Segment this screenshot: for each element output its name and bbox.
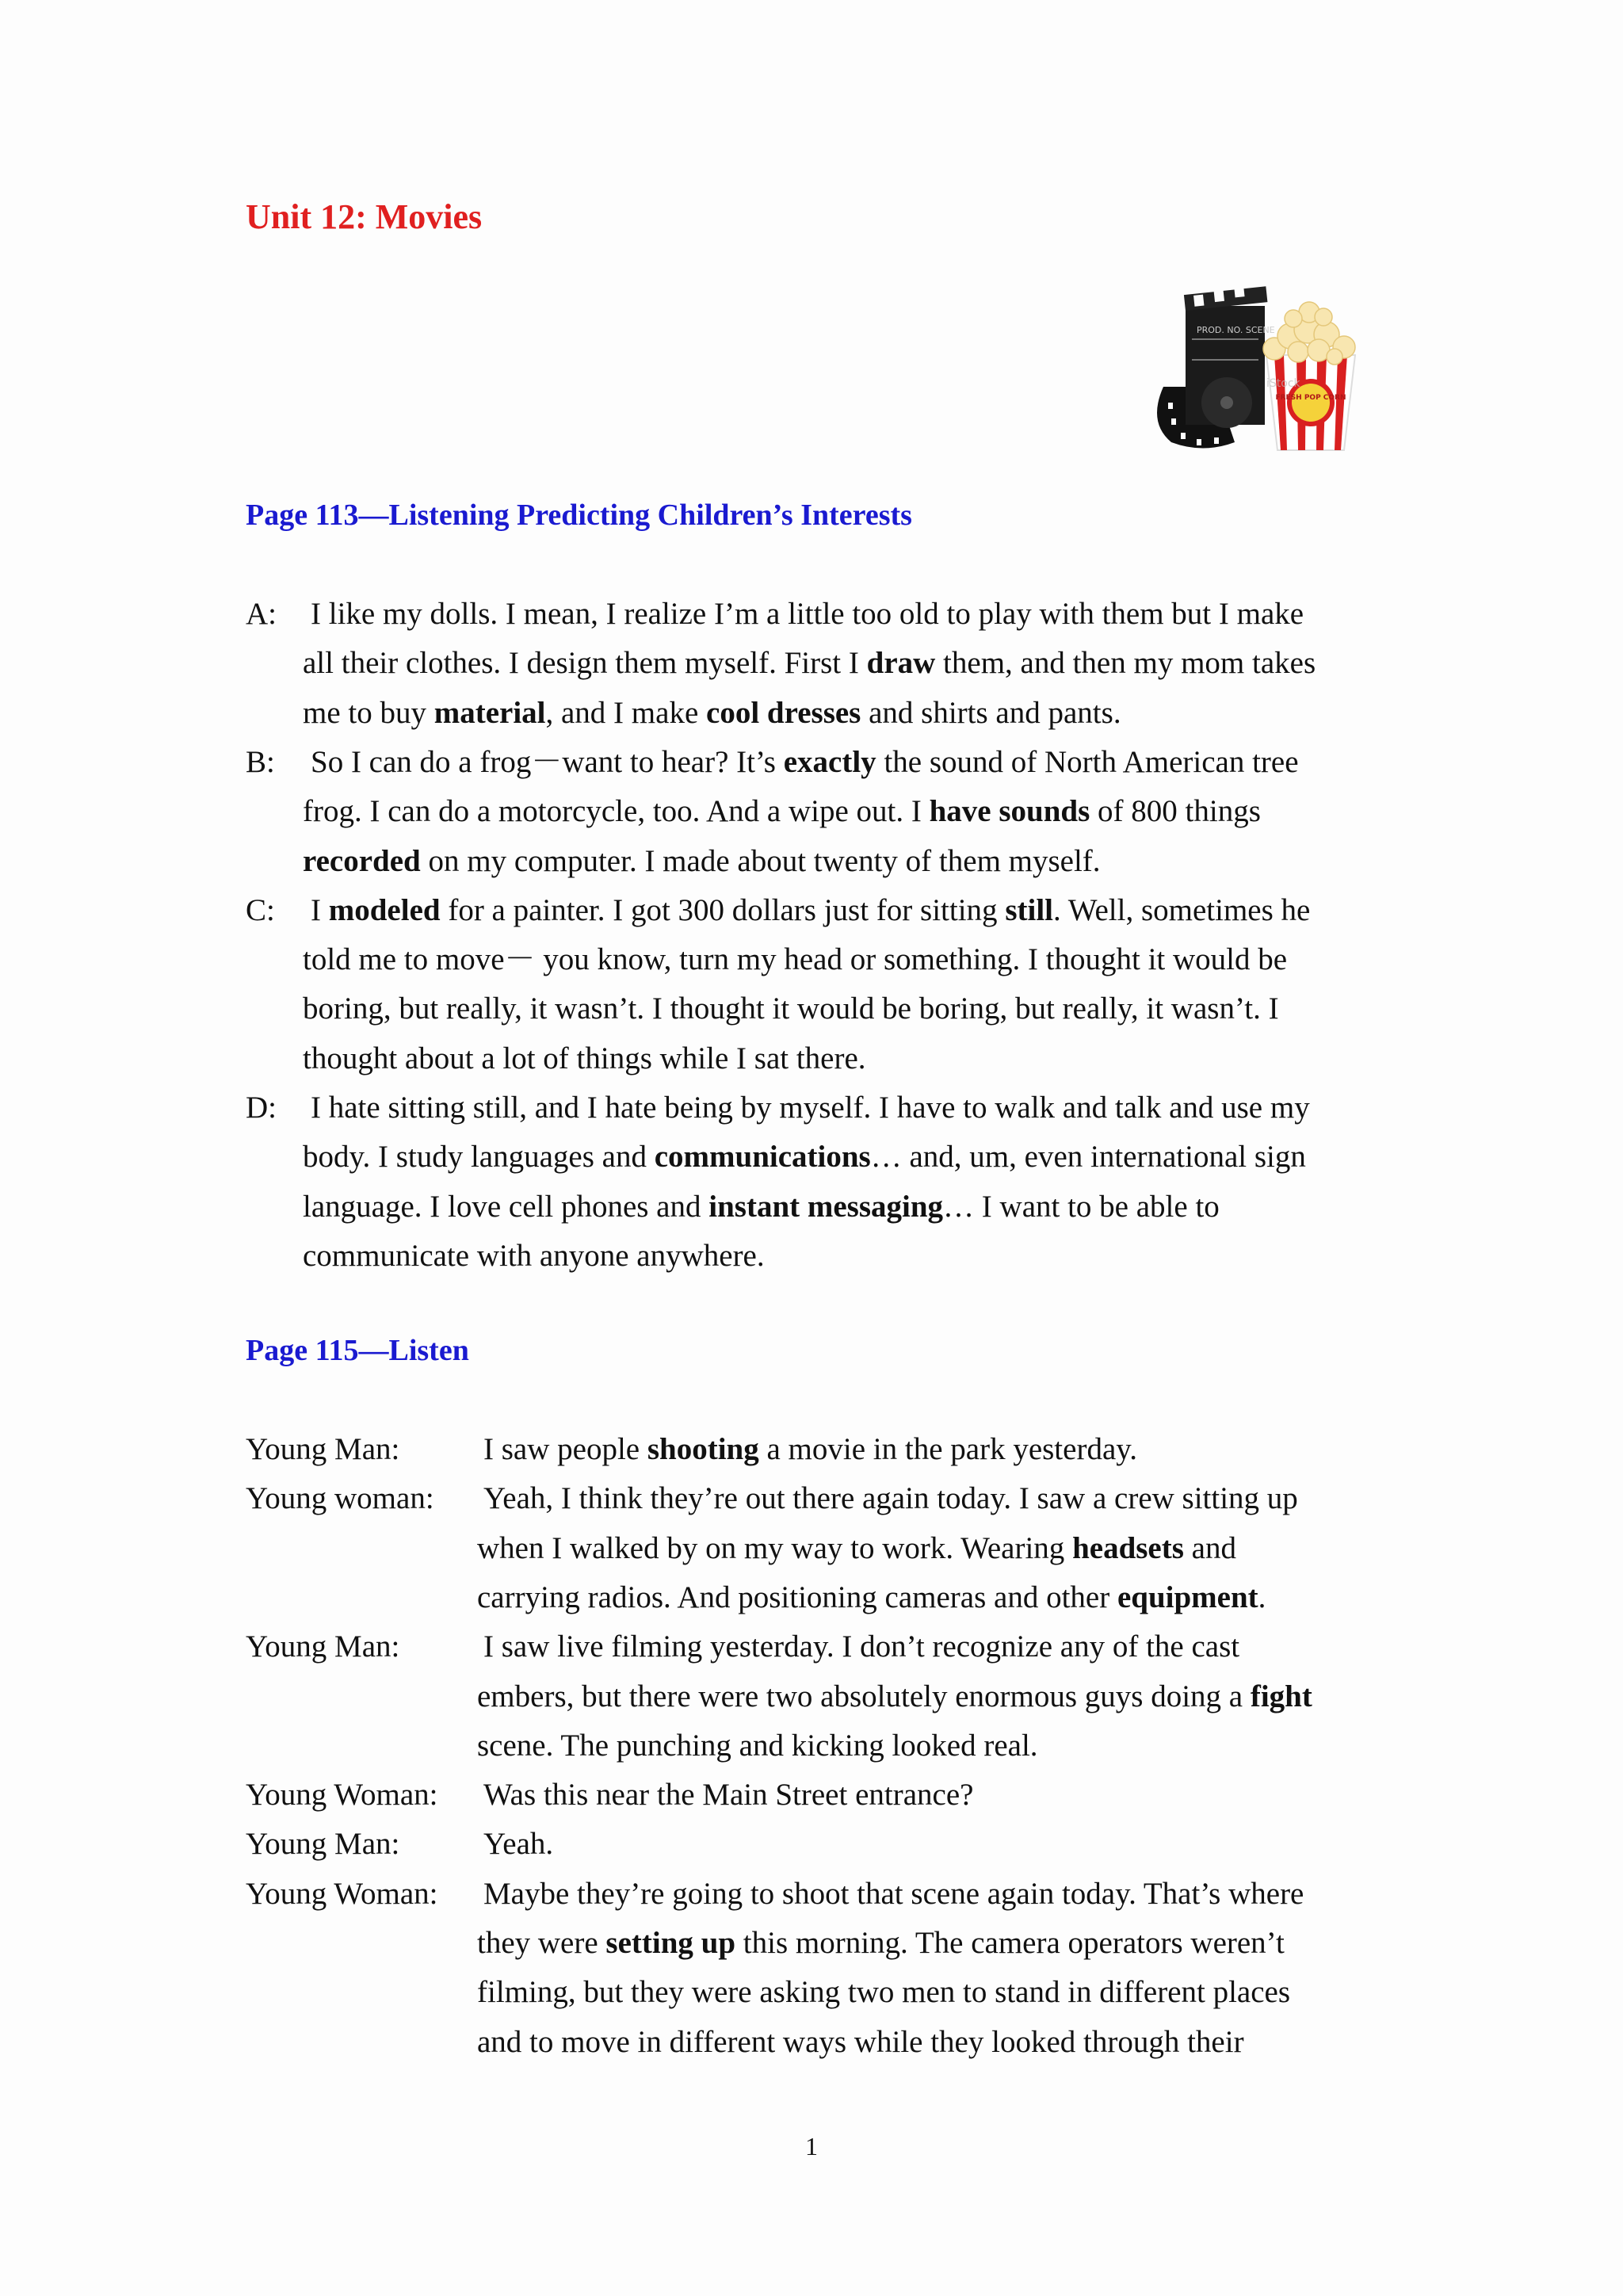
- text-segment: on my computer. I made about twenty of them myself.: [420, 843, 1101, 878]
- text-segment: this morning. The camera operators weren’t: [735, 1926, 1285, 1960]
- transcript-line: [303, 793, 1261, 831]
- text-segment: boring, but really, it wasn’t. I thought it would be boring, but really, it wasn’t. I: [303, 991, 1279, 1026]
- vocabulary-term: headsets: [1072, 1530, 1184, 1565]
- transcript-line: [311, 1090, 1310, 1127]
- speaker-label: Young Man:: [246, 1827, 400, 1862]
- text-segment: and shirts and pants.: [861, 695, 1121, 730]
- text-segment: thought about a lot of things while I sat there.: [303, 1041, 866, 1075]
- text-segment: embers, but there were two absolutely enormous guys doing a: [477, 1679, 1251, 1713]
- transcript-line: [477, 1925, 1285, 1962]
- speaker-label: B:: [246, 744, 275, 779]
- vocabulary-term: still: [1005, 892, 1053, 927]
- vocabulary-term: setting up: [605, 1926, 736, 1960]
- transcript-line: [477, 1679, 1312, 1716]
- transcript-line: [303, 1189, 1220, 1226]
- speaker-label: D:: [246, 1091, 277, 1125]
- transcript-line: [303, 843, 1101, 881]
- transcript-line: [303, 695, 1121, 732]
- section-heading-page-115: Page 115—Listen: [246, 1334, 469, 1367]
- vocabulary-term: instant messaging: [708, 1189, 944, 1224]
- vocabulary-term: material: [433, 695, 546, 730]
- movie-popcorn-illustration: [1148, 284, 1376, 457]
- text-segment: . Well, sometimes he: [1052, 892, 1311, 927]
- transcript-line: [483, 1431, 1137, 1469]
- vocabulary-term: modeled: [328, 892, 441, 927]
- transcript-line: [483, 1777, 973, 1814]
- vocabulary-term: have sounds: [929, 794, 1090, 829]
- transcript-line: [483, 1876, 1304, 1913]
- text-segment: Maybe they’re going to shoot that scene again today. That’s where: [483, 1876, 1304, 1911]
- transcript-line: [477, 1728, 1038, 1765]
- vocabulary-term: draw: [866, 646, 936, 681]
- vocabulary-term: fight: [1250, 1679, 1312, 1713]
- text-segment: body. I study languages and: [303, 1140, 655, 1175]
- text-segment: of 800 things: [1090, 794, 1261, 829]
- text-segment: communicate with anyone anywhere.: [303, 1238, 765, 1273]
- text-segment: carrying radios. And positioning cameras and other: [477, 1580, 1117, 1614]
- transcript-line: [311, 596, 1304, 633]
- text-segment: a movie in the park yesterday.: [758, 1432, 1137, 1466]
- text-segment: the sound of North American tree: [876, 744, 1299, 779]
- text-segment: me to buy: [303, 695, 434, 730]
- text-segment: … I want to be able to: [943, 1189, 1220, 1224]
- section-heading-page-113: Page 113—Listening Predicting Children’s Interests: [246, 499, 912, 532]
- speaker-label: A:: [246, 597, 277, 631]
- text-segment: all their clothes. I design them myself. First I: [303, 646, 867, 681]
- transcript-line: [303, 942, 1287, 979]
- text-segment: I like my dolls. I mean, I realize I’m a little too old to play with them but I make: [311, 597, 1304, 631]
- text-segment: language. I love cell phones and: [303, 1189, 709, 1224]
- text-segment: and: [1183, 1530, 1236, 1565]
- unit-title: Unit 12: Movies: [246, 197, 483, 236]
- speaker-label: Young woman:: [246, 1481, 434, 1516]
- text-segment: them, and then my mom takes: [935, 646, 1316, 681]
- transcript-line: [477, 1580, 1266, 1617]
- transcript-line: [477, 2024, 1244, 2061]
- vocabulary-term: recorded: [303, 843, 421, 878]
- vocabulary-term: communications: [654, 1140, 871, 1175]
- text-segment: I hate sitting still, and I hate being by myself. I have to walk and talk and use my: [311, 1091, 1310, 1125]
- text-segment: .: [1258, 1580, 1266, 1614]
- vocabulary-term: shooting: [647, 1432, 759, 1466]
- vocabulary-term: exactly: [783, 744, 876, 779]
- watermark-text: iStock: [1266, 377, 1300, 390]
- text-segment: So I can do a frog－want to hear? It’s: [311, 744, 784, 779]
- vocabulary-term: equipment: [1117, 1580, 1258, 1614]
- text-segment: , and I make: [545, 695, 707, 730]
- text-segment: filming, but they were asking two men to stand in different places: [477, 1975, 1291, 2010]
- transcript-line: [303, 1238, 765, 1275]
- vocabulary-term: cool dresses: [706, 695, 861, 730]
- text-segment: I saw people: [483, 1432, 647, 1466]
- text-segment: Yeah, I think they’re out there again today. I saw a crew sitting up: [483, 1481, 1298, 1516]
- transcript-line: [311, 892, 1310, 930]
- speaker-label: Young Woman:: [246, 1876, 438, 1911]
- text-segment: Was this near the Main Street entrance?: [483, 1778, 974, 1813]
- speaker-label: C:: [246, 892, 275, 927]
- text-segment: they were: [477, 1926, 606, 1960]
- transcript-line: [303, 1041, 866, 1078]
- text-segment: I: [311, 892, 329, 927]
- transcript-line: [483, 1826, 553, 1863]
- text-segment: when I walked by on my way to work. Wearing: [477, 1530, 1073, 1565]
- transcript-line: [483, 1629, 1239, 1666]
- text-segment: told me to move－ you know, turn my head or something. I thought it would be: [303, 942, 1288, 977]
- transcript-line: [477, 1530, 1236, 1568]
- transcript-line: [477, 1974, 1290, 2011]
- transcript-line: [303, 645, 1316, 682]
- page-number: 1: [805, 2132, 818, 2160]
- text-segment: scene. The punching and kicking looked real.: [477, 1728, 1038, 1763]
- speaker-label: Young Man:: [246, 1432, 400, 1466]
- text-segment: for a painter. I got 300 dollars just for sitting: [440, 892, 1006, 927]
- text-segment: and to move in different ways while they looked through their: [477, 2024, 1244, 2059]
- transcript-line: [311, 744, 1299, 781]
- text-segment: Yeah.: [483, 1827, 554, 1862]
- transcript-line: [303, 991, 1279, 1028]
- text-segment: frog. I can do a motorcycle, too. And a wipe out. I: [303, 794, 930, 829]
- text-segment: I saw live filming yesterday. I don’t recognize any of the cast: [483, 1629, 1240, 1664]
- speaker-label: Young Man:: [246, 1629, 400, 1664]
- transcript-line: [303, 1139, 1306, 1176]
- text-segment: … and, um, even international sign: [870, 1140, 1306, 1175]
- speaker-label: Young Woman:: [246, 1778, 438, 1813]
- transcript-line: [483, 1480, 1298, 1518]
- popcorn-box-text: FRESH POP CORN: [1275, 394, 1346, 402]
- clapper-text: PROD. NO. SCENE: [1197, 325, 1275, 335]
